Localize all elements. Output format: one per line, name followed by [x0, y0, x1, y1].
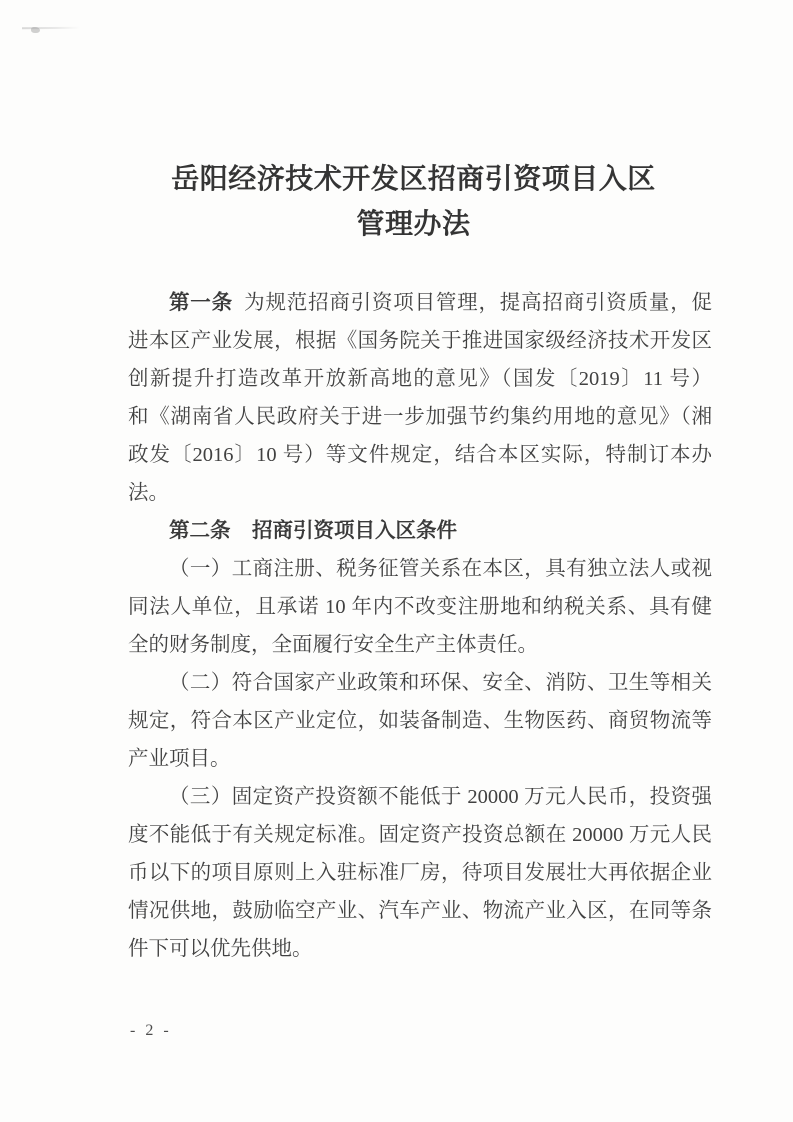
text-line — [128, 816, 712, 854]
text-line — [128, 436, 712, 474]
line-text: （三）固定资产投资额不能低于 20000 万元人民币，投资强 — [169, 786, 712, 808]
document-title-line-2: 管理办法 — [356, 208, 471, 239]
text-line — [128, 930, 712, 968]
page-number: - 2 - — [130, 1022, 172, 1039]
article-heading-line — [128, 512, 712, 550]
text-line — [128, 854, 712, 892]
line-text: 法。 — [128, 482, 169, 504]
text-line — [128, 740, 712, 778]
text-line — [128, 778, 712, 816]
text-line — [128, 664, 712, 702]
text-line — [128, 702, 712, 740]
line-text: 全的财务制度，全面履行安全生产主体责任。 — [128, 634, 538, 656]
article-number: 第二条 — [169, 519, 231, 542]
line-text: （一）工商注册、税务征管关系在本区，具有独立法人或视 — [169, 558, 712, 580]
line-text: 创新提升打造改革开放新高地的意见》（国发〔2019〕11 号） — [128, 368, 712, 390]
line-text: 币以下的项目原则上入驻标准厂房，待项目发展壮大再依据企业 — [128, 862, 712, 884]
line-text: 度不能低于有关规定标准。固定资产投资总额在 20000 万元人民 — [128, 824, 712, 846]
line-text: 为规范招商引资项目管理，提高招商引资质量，促 — [244, 292, 713, 314]
line-text: 政发〔2016〕10 号）等文件规定，结合本区实际，特制订本办 — [128, 444, 712, 466]
line-text: 产业项目。 — [128, 748, 231, 770]
text-line — [128, 550, 712, 588]
document-title — [0, 156, 793, 246]
text-line — [128, 588, 712, 626]
text-line — [128, 322, 712, 360]
text-line — [128, 398, 712, 436]
document-title-line-1: 岳阳经济技术开发区招商引资项目入区 — [171, 163, 656, 194]
article-number: 第一条 — [169, 291, 233, 314]
text-line — [128, 626, 712, 664]
line-text: 同法人单位，且承诺 10 年内不改变注册地和纳税关系、具有健 — [128, 596, 712, 618]
text-line — [128, 892, 712, 930]
line-text: 进本区产业发展，根据《国务院关于推进国家级经济技术开发区 — [128, 330, 712, 352]
line-text: （二）符合国家产业政策和环保、安全、消防、卫生等相关 — [169, 672, 712, 694]
line-text: 件下可以优先供地。 — [128, 938, 313, 960]
body-text — [128, 284, 712, 968]
scan-artifact — [31, 27, 40, 33]
text-line — [128, 284, 712, 322]
line-text: 情况供地，鼓励临空产业、汽车产业、物流产业入区，在同等条 — [128, 900, 712, 922]
line-text: 招商引资项目入区条件 — [252, 519, 458, 542]
text-line — [128, 474, 712, 512]
line-text: 规定，符合本区产业定位，如装备制造、生物医药、商贸物流等 — [128, 710, 712, 732]
text-line — [128, 360, 712, 398]
line-text: 和《湖南省人民政府关于进一步加强节约集约用地的意见》（湘 — [128, 406, 712, 428]
